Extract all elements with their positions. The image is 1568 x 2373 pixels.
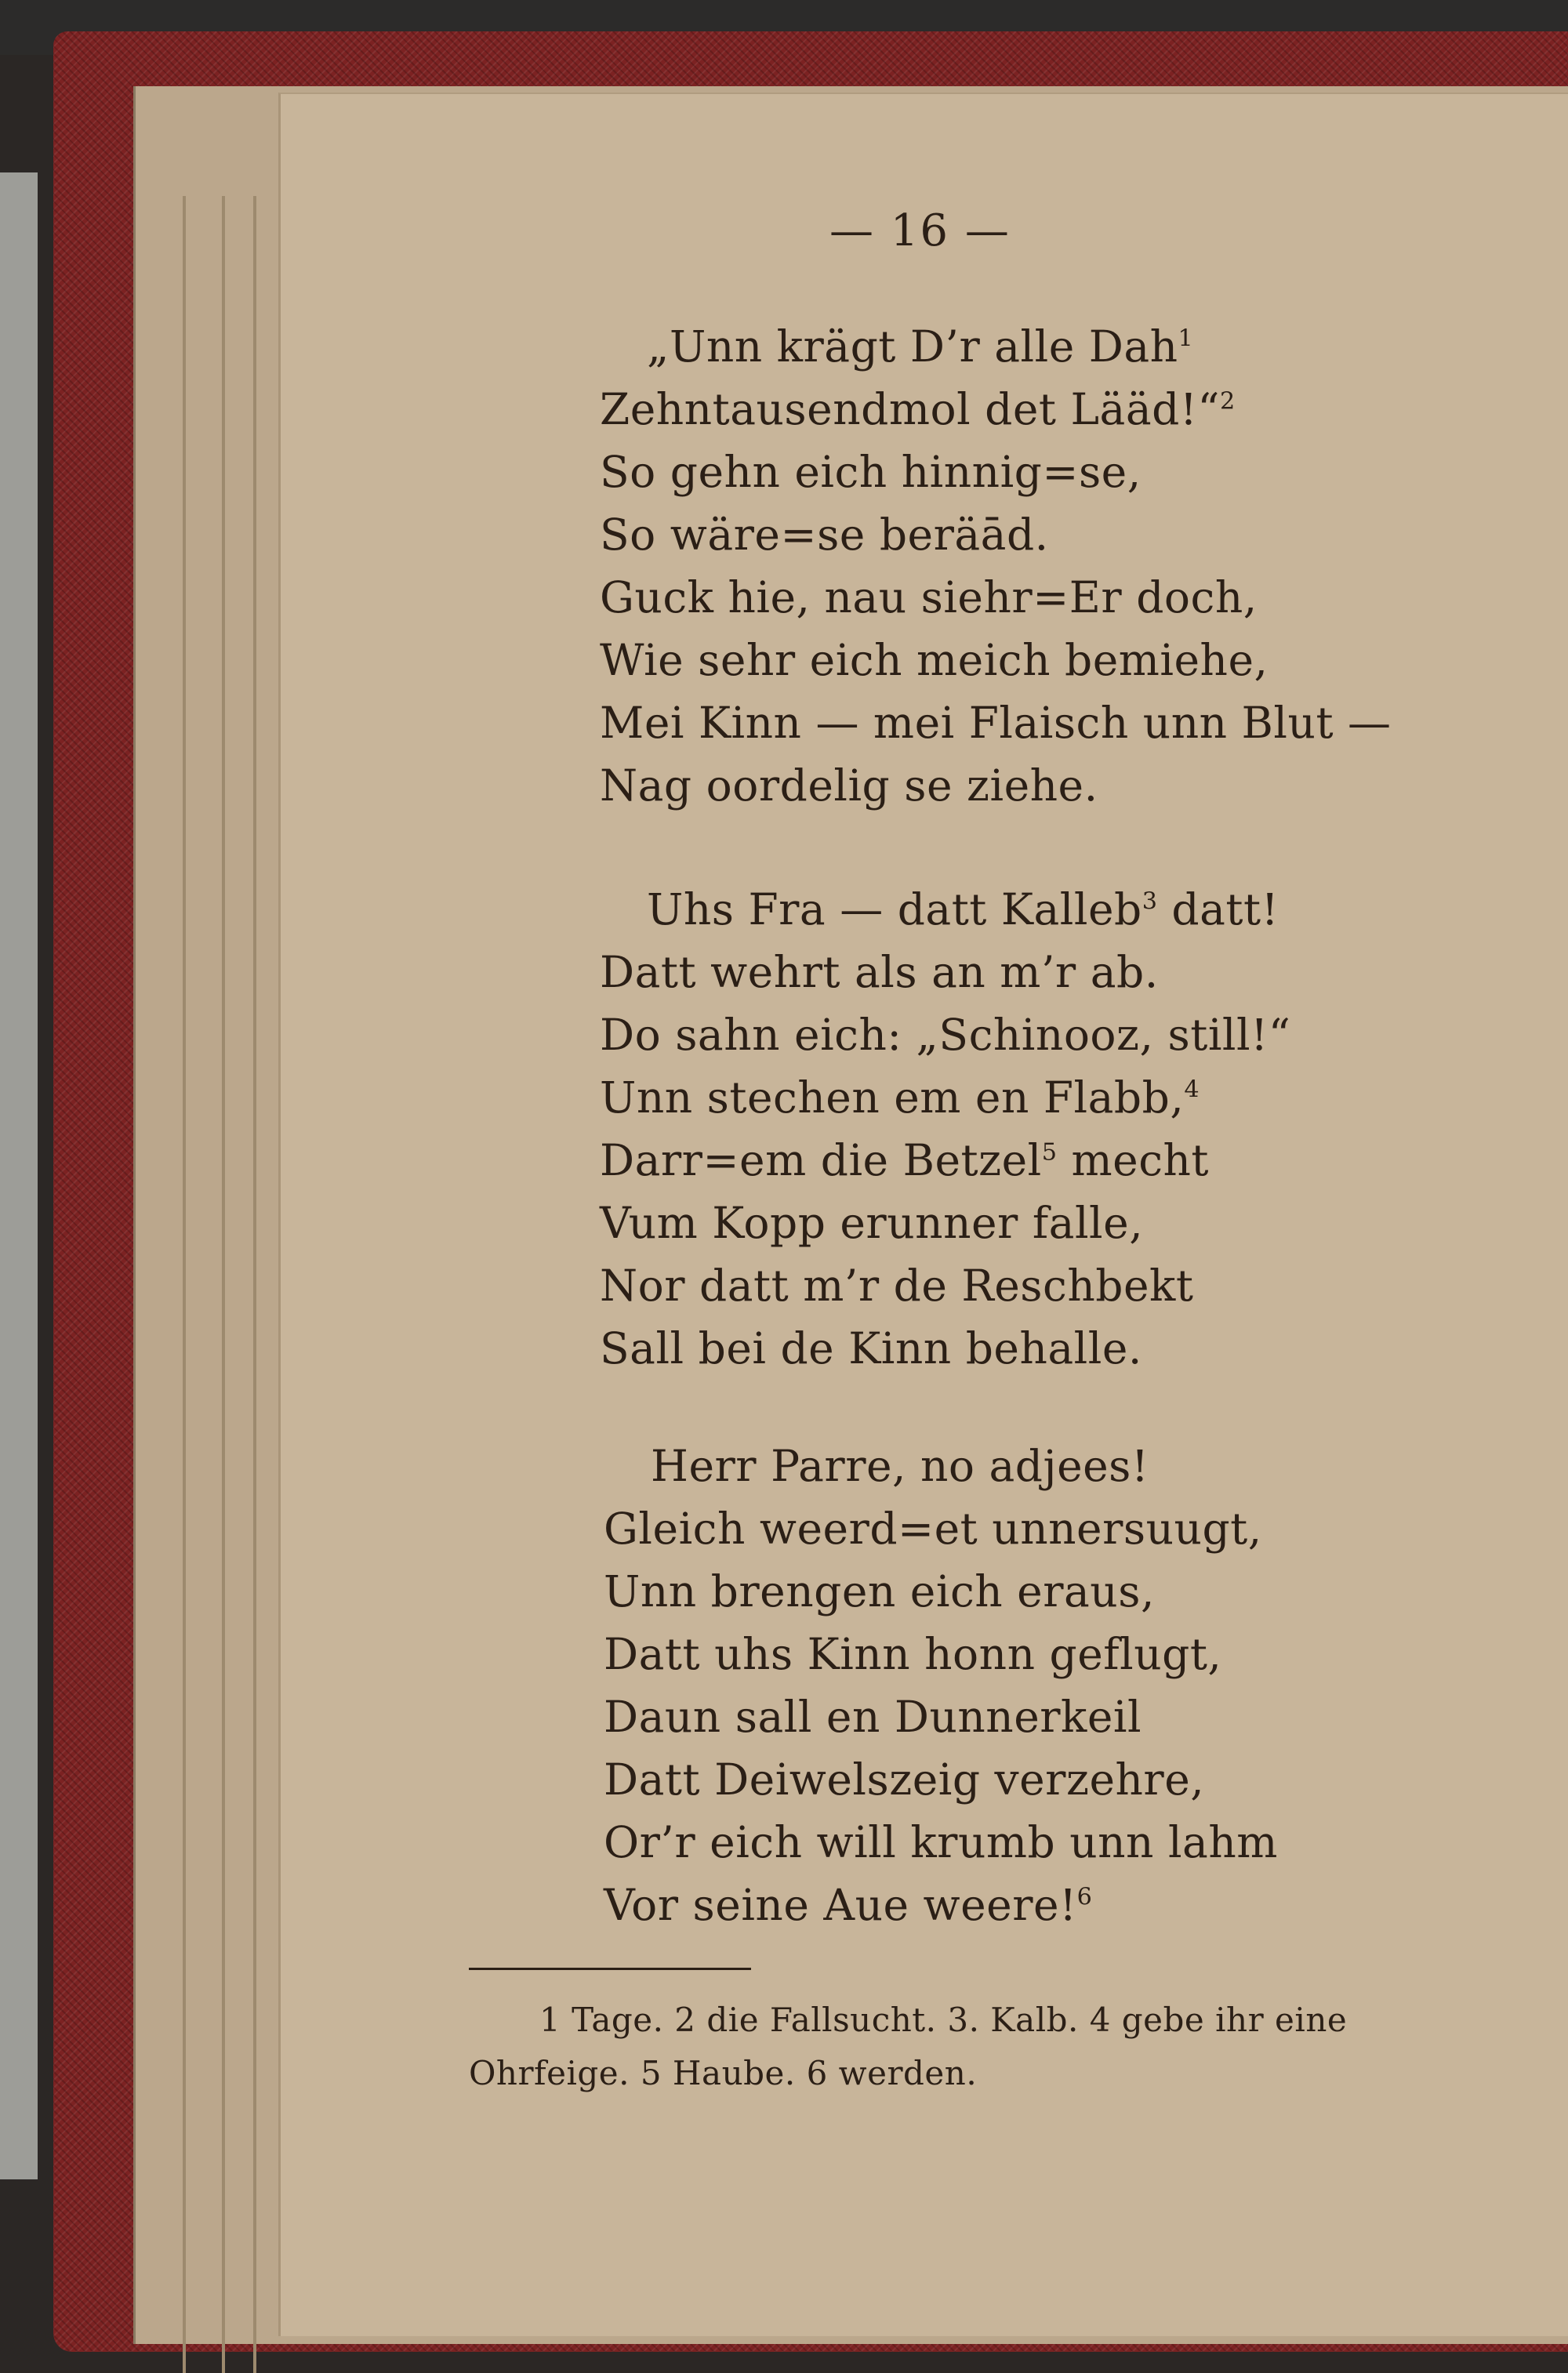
verse-line: Gleich weerd=et unnersuugt,: [604, 1504, 1262, 1554]
verse-line: Unn brengen eich eraus,: [604, 1566, 1155, 1616]
verse-line: Guck hie, nau siehr=Er doch,: [600, 572, 1258, 622]
verse-line: Darr=em die Betzel$^5$ mecht: [600, 1135, 1210, 1185]
verse-line: Do sahn eich: „Schinooz, still!“: [600, 1010, 1291, 1060]
page-number: — 16 —: [829, 205, 1011, 256]
footnote-line: Ohrfeige. 5 Haube. 6 werden.: [469, 2054, 978, 2092]
verse-line: Or’r eich will krumb unn lahm: [604, 1817, 1278, 1867]
page-edge: [222, 196, 225, 2373]
verse-line: Datt Deiwelszeig verzehre,: [604, 1754, 1205, 1805]
footnote-line: 1 Tage. 2 die Fallsucht. 3. Kalb. 4 gebe ihr eine: [539, 2001, 1348, 2039]
verse-line: Uhs Fra — datt Kalleb$^3$ datt!: [647, 884, 1279, 934]
verse-line: So gehn eich hinnig=se,: [600, 447, 1142, 497]
page-edge: [253, 196, 256, 2373]
footnote-rule: [469, 1968, 751, 1970]
verse-line: Herr Parre, no adjees!: [651, 1441, 1149, 1491]
page-edge: [183, 196, 186, 2373]
verse-line: Vor seine Aue weere!$^6$: [604, 1880, 1093, 1930]
verse-line: Daun sall en Dunnerkeil: [604, 1692, 1142, 1742]
background-left: [0, 172, 38, 2179]
verse-line: Vum Kopp erunner falle,: [600, 1198, 1144, 1248]
verse-line: Datt wehrt als an m’r ab.: [600, 947, 1159, 997]
verse-line: Nag oordelig se ziehe.: [600, 760, 1098, 811]
verse-line: Unn stechen em en Flabb,$^4$: [600, 1072, 1200, 1123]
verse-line: So wäre=se beräād.: [600, 510, 1049, 560]
verse-line: Mei Kinn — mei Flaisch unn Blut —: [600, 698, 1392, 748]
verse-line: Nor datt m’r de Reschbekt: [600, 1261, 1194, 1311]
verse-line: Sall bei de Kinn behalle.: [600, 1323, 1142, 1373]
verse-line: „Unn krägt D’r alle Dah$^1$: [647, 321, 1194, 372]
verse-line: Zehntausendmol det Lääd!“$^2$: [600, 384, 1236, 434]
verse-line: Wie sehr eich meich bemiehe,: [600, 635, 1269, 685]
verse-line: Datt uhs Kinn honn geflugt,: [604, 1629, 1222, 1679]
